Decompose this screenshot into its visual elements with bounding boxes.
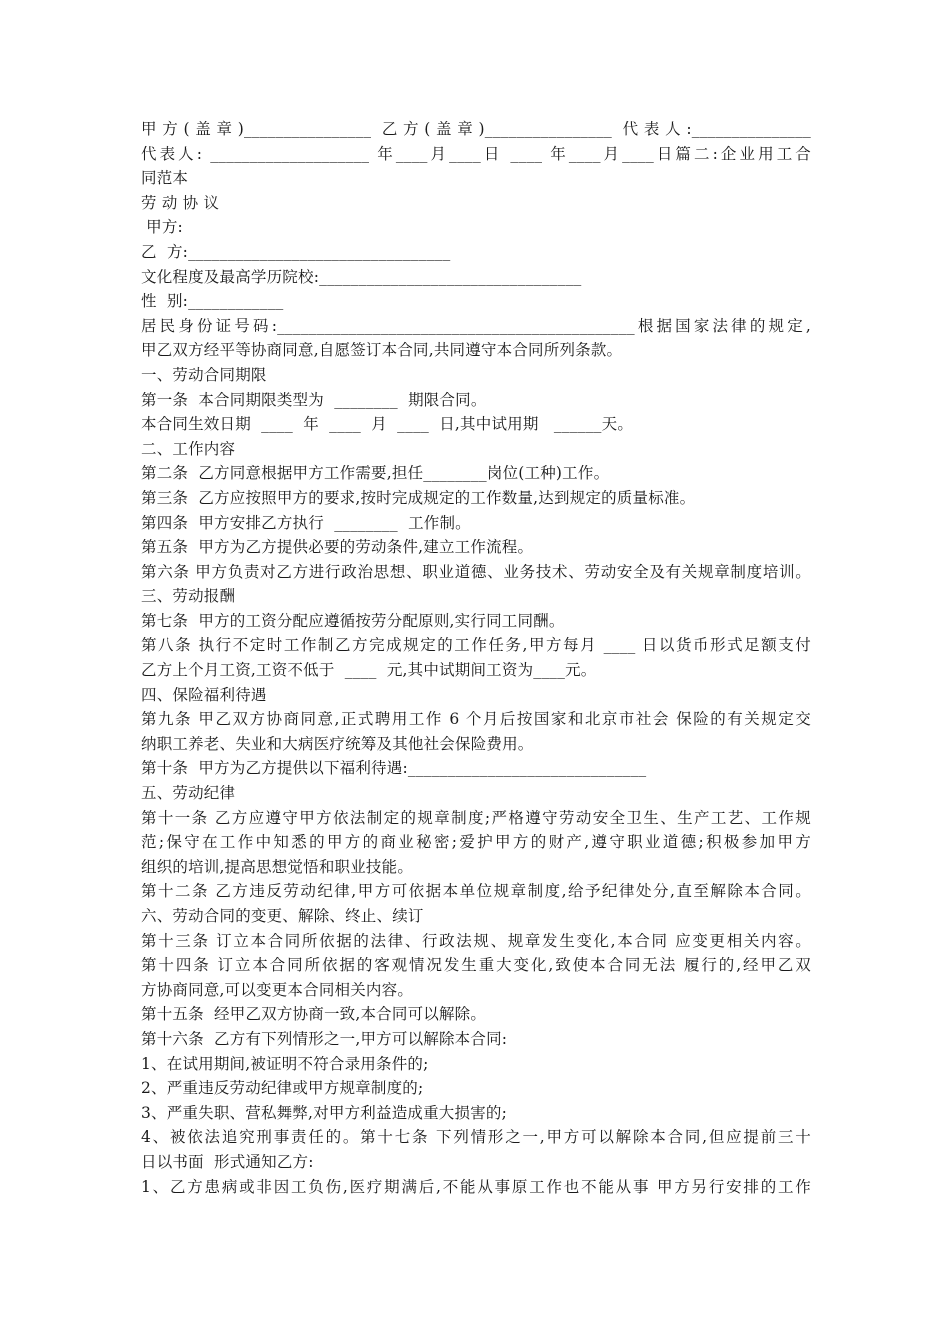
clause-line: 第四条 甲方安排乙方执行 ________ 工作制。 <box>141 513 471 532</box>
list-item: 2、严重违反劳动纪律或甲方规章制度的; <box>141 1079 424 1098</box>
clause-line: 方协商同意,可以变更本合同相关内容。 <box>141 980 414 999</box>
clause-line: 第二条 乙方同意根据甲方工作需要,担任________岗位(工种)工作。 <box>141 464 610 483</box>
clause-line: 乙方上个月工资,工资不低于 ____ 元,其中试期间工资为____元。 <box>141 661 597 680</box>
section-heading: 五、劳动纪律 <box>141 784 236 803</box>
document-title: 劳 动 协 议 <box>141 193 220 212</box>
section-heading: 一、劳动合同期限 <box>141 365 267 384</box>
clause-line: 日以书面 形式通知乙方: <box>141 1152 314 1171</box>
signature-line-dates: 代表人: ____________________ 年____月____日 ____ 年____月____日篇二:企业用工合 <box>141 144 811 163</box>
list-item: 1、在试用期间,被证明不符合录用条件的; <box>141 1054 429 1073</box>
party-b-field: 乙 方:_________________________________ <box>141 242 451 261</box>
clause-line: 第十三条 订立本合同所依据的法律、行政法规、规章发生变化,本合同 应变更相关内容。 <box>141 931 811 950</box>
gender-field: 性 别:____________ <box>141 292 284 311</box>
clause-line: 范;保守在工作中知悉的甲方的商业秘密;爱护甲方的财产,遵守职业道德;积极参加甲方 <box>141 833 811 852</box>
education-field: 文化程度及最高学历院校:_________________________________ <box>141 267 582 286</box>
clause-line: 第十五条 经甲乙双方协商一致,本合同可以解除。 <box>141 1005 487 1024</box>
text-line: 同范本 <box>141 169 189 188</box>
clause-line: 纳职工养老、失业和大病医疗统筹及其他社会保险费用。 <box>141 734 534 753</box>
clause-line: 第六条 甲方负责对乙方进行政治思想、职业道德、业务技术、劳动安全及有关规章制度培训。 <box>141 562 811 581</box>
clause-line: 第一条 本合同期限类型为 ________ 期限合同。 <box>141 390 487 409</box>
clause-line: 第十条 甲方为乙方提供以下福利待遇:______________________________ <box>141 759 647 778</box>
list-item: 1、乙方患病或非因工负伤,医疗期满后,不能从事原工作也不能从事 甲方另行安排的工作 <box>141 1177 811 1196</box>
id-number-field: 居民身份证号码:_____________________________________________根据国家法律的规定, <box>141 316 811 335</box>
clause-line: 第十六条 乙方有下列情形之一,甲方可以解除本合同: <box>141 1029 508 1048</box>
clause-line: 第七条 甲方的工资分配应遵循按劳分配原则,实行同工同酬。 <box>141 611 565 630</box>
clause-line: 第八条 执行不定时工作制乙方完成规定的工作任务,甲方每月 ____ 日以货币形式足额支付 <box>141 636 811 655</box>
section-heading: 六、劳动合同的变更、解除、终止、续订 <box>141 907 424 925</box>
signature-line-parties: 甲方(盖章)________________ 乙方(盖章)________________ 代表人:_______________ <box>141 120 811 138</box>
list-item: 4、被依法追究刑事责任的。第十七条 下列情形之一,甲方可以解除本合同,但应提前三十 <box>141 1128 811 1147</box>
clause-line: 第九条 甲乙双方协商同意,正式聘用工作 6 个月后按国家和北京市社会 保险的有关规定交 <box>141 710 811 729</box>
clause-line: 第十四条 订立本合同所依据的客观情况发生重大变化,致使本合同无法 履行的,经甲乙双 <box>141 956 811 975</box>
list-item: 3、严重失职、营私舞弊,对甲方利益造成重大损害的; <box>141 1103 508 1122</box>
text-line: 甲乙双方经平等协商同意,自愿签订本合同,共同遵守本合同所列条款。 <box>141 341 623 360</box>
clause-line: 第五条 甲方为乙方提供必要的劳动条件,建立工作流程。 <box>141 538 534 557</box>
section-heading: 四、保险福利待遇 <box>141 685 267 704</box>
clause-line: 第十一条 乙方应遵守甲方依法制定的规章制度;严格遵守劳动安全卫生、生产工艺、工作规 <box>141 808 811 827</box>
clause-line: 本合同生效日期 ____ 年 ____ 月 ____ 日,其中试用期 ______天。 <box>141 415 634 434</box>
clause-line: 第三条 乙方应按照甲方的要求,按时完成规定的工作数量,达到规定的质量标准。 <box>141 488 696 507</box>
section-heading: 三、劳动报酬 <box>141 587 236 606</box>
clause-line: 组织的培训,提高思想觉悟和职业技能。 <box>141 857 414 876</box>
clause-line: 第十二条 乙方违反劳动纪律,甲方可依据本单位规章制度,给予纪律处分,直至解除本合同。 <box>141 882 811 901</box>
section-heading: 二、工作内容 <box>141 439 236 458</box>
party-a-field: 甲方: <box>141 218 183 237</box>
document-body <box>141 117 811 1199</box>
